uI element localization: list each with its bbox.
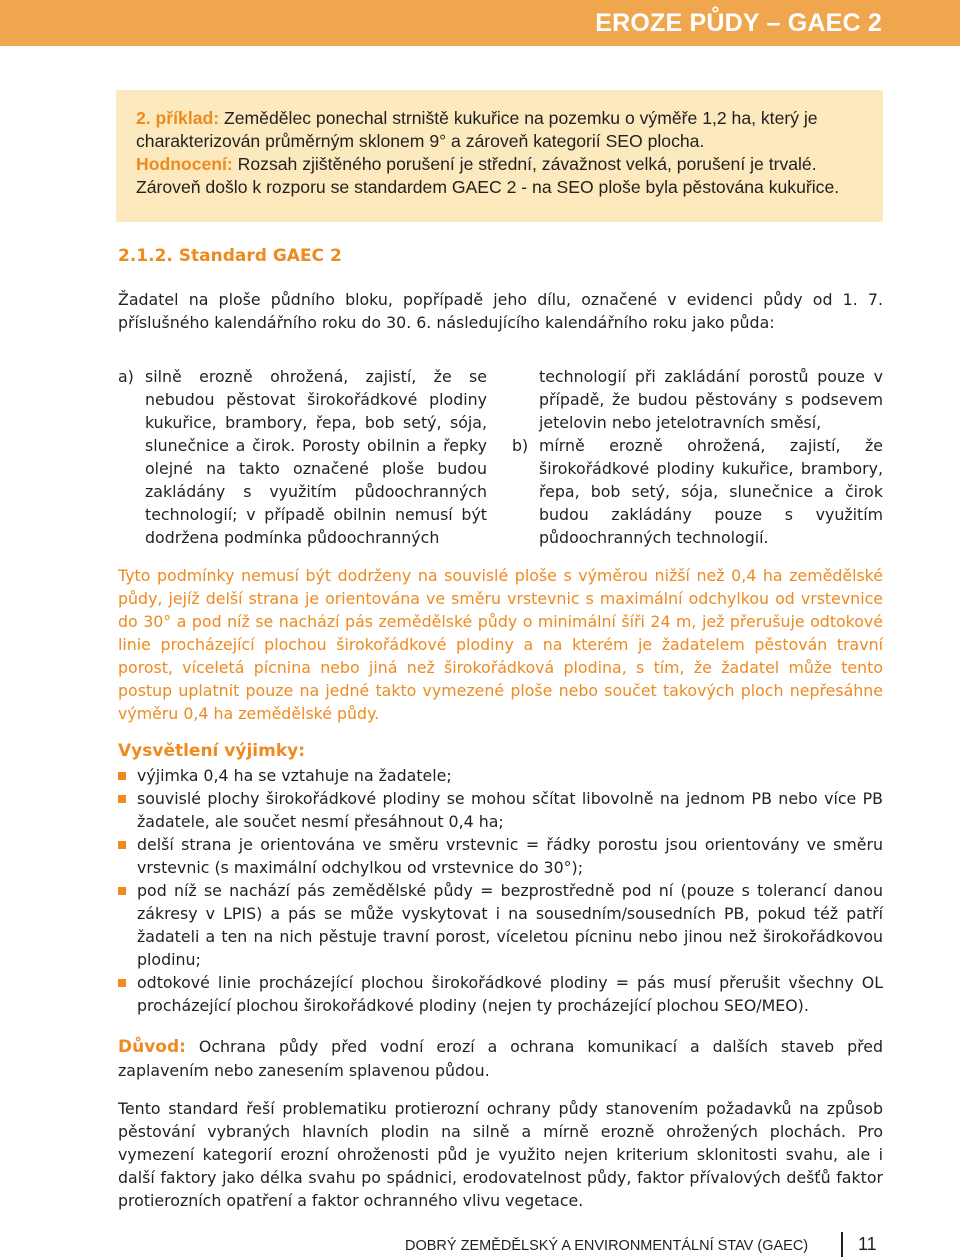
example-line (136, 107, 876, 130)
reason-label: Důvod: (118, 1037, 186, 1057)
example-line-text: charakterizován průměrným sklonem 9° a zároveň kategorií SEO plocha. (136, 131, 705, 151)
left-column (118, 365, 487, 549)
bullet-item (118, 971, 883, 1017)
example-line (136, 176, 876, 199)
list-item-a-continued (512, 365, 883, 434)
section-heading: 2.1.2. Standard GAEC 2 (118, 246, 342, 266)
example-text (136, 107, 876, 199)
reason-text: Ochrana půdy před vodní erozí a ochrana komunikací a dalších staveb před zaplavením nebo zanesením splavenou půdou. (118, 1037, 883, 1080)
reason-paragraph (118, 1035, 883, 1082)
example-line-text: Zároveň došlo k rozporu se standardem GAEC 2 - na SEO ploše byla pěstována kukuřice. (136, 177, 840, 197)
list-item-a-cont-text: technologií při zakládání porostů pouze v případě, že budou pěstovány s podsevem jetelovin nebo jetelotravních směsí, (539, 367, 883, 432)
right-column (512, 365, 883, 549)
exception-heading: Vysvětlení výjimky: (118, 741, 306, 761)
example-line (136, 130, 876, 153)
list-marker-b: b) (512, 436, 529, 455)
example-line-text: Rozsah zjištěného porušení je střední, závažnost velká, porušení je trvalé. (232, 154, 817, 174)
condition-paragraph: Tyto podmínky nemusí být dodrženy na souvislé ploše s výměrou nižší než 0,4 ha zemědělské půdy, jejíž delší strana je orientována ve směru vrstevnic s maximální odchylkou od vrstevnice do 30° a pod níž se nachází pás zemědělské půdy o minimální šíři 24 m, jež přerušuje odtokové linie procházející plochou širokořádkové plodiny a na kterém je žadatelem pěstován travní porost, víceletá pícnina nebo jiná než širokořádková plodina, s tím, že žadatel může tento postup uplatnit pouze na jedné takto vymezené ploše nebo součet takových ploch nepřesáhne výměru 0,4 ha zemědělské půdy. (118, 566, 883, 723)
bullet-item (118, 879, 883, 971)
bullet-text: pod níž se nachází pás zemědělské půdy = bezprostředně pod ní (pouze s tolerancí danou zákresy v LPIS) a pás se může vyskytovat i na sousedním/sousedních PB, pokud též patří žadateli a ten na nich pěstuje travní porost, víceletou pícninu nebo jinou než širokořádkovou plodinu; (137, 881, 883, 969)
exception-bullets (118, 764, 883, 1017)
example-line (136, 153, 876, 176)
bullet-square-icon (118, 795, 126, 803)
intro-paragraph: Žadatel na ploše půdního bloku, popřípadě jeho dílu, označené v evidenci půdy od 1. 7. příslušného kalendářního roku do 30. 6. následujícího kalendářního roku jako půda: (118, 290, 883, 332)
bullet-square-icon (118, 979, 126, 987)
bullet-text: odtokové linie procházející plochou širokořádkové plodiny = pás musí přerušit všechny OL procházející plochou širokořádkové plodiny (nejen ty procházející plochou SEO/MEO). (137, 973, 883, 1015)
assessment-label: Hodnocení: (136, 154, 233, 174)
page-number: 11 (858, 1234, 877, 1254)
bullet-text: souvislé plochy širokořádkové plodiny se mohou sčítat libovolně na jednom PB nebo více PB žadatele, ale součet nesmí přesáhnout 0,4 ha; (137, 789, 883, 831)
bullet-item (118, 764, 883, 787)
footer-text: DOBRÝ ZEMĚDĚLSKÝ A ENVIRONMENTÁLNÍ STAV (GAEC) (405, 1238, 809, 1254)
bullet-text: delší strana je orientována ve směru vrstevnic = řádky porostu jsou orientovány ve směru vrstevnic (s maximální odchylkou od vrstevnice do 30°); (137, 835, 883, 877)
list-item-b-text: mírně erozně ohrožená, zajistí, že širokořádkové plodiny kukuřice, brambory, řepa, bob setý, sója, slunečnice a čirok budou zakládány pouze s využitím půdoochranných technologií. (539, 436, 883, 547)
closing-paragraph: Tento standard řeší problematiku protierozní ochrany půdy stanovením požadavků na způsob pěstování vybraných hlavních plodin na silně a mírně erozně ohrožených plochách. Pro vymezení kategorií erozní ohroženosti půd je využito nejen kriterium sklonitosti svahu, ale i další faktory jako délka svahu po spádnici, erodovatelnost půdy, faktor přívalových dešťů faktor protierozních opatření a faktor ochranného vlivu vegetace. (118, 1099, 883, 1210)
example-label: 2. příklad: (136, 108, 220, 128)
list-marker-a: a) (118, 367, 134, 386)
page-header-title: EROZE PŮDY – GAEC 2 (595, 9, 882, 37)
list-item-b (512, 434, 883, 549)
header-bar (0, 0, 960, 46)
bullet-item (118, 833, 883, 879)
list-item-a (118, 365, 487, 549)
footer-divider (841, 1232, 843, 1257)
example-box (116, 90, 883, 222)
example-line-text: Zemědělec ponechal strniště kukuřice na pozemku o výměře 1,2 ha, který je (219, 108, 818, 128)
bullet-item (118, 787, 883, 833)
bullet-square-icon (118, 772, 126, 780)
bullet-square-icon (118, 841, 126, 849)
bullet-text: výjimka 0,4 ha se vztahuje na žadatele; (137, 766, 452, 785)
bullet-square-icon (118, 887, 126, 895)
list-item-a-text: silně erozně ohrožená, zajistí, že se nebudou pěstovat širokořádkové plodiny kukuřice, brambory, řepa, bob setý, sója, slunečnice a čirok. Porosty obilnin a řepky olejné na takto označené ploše budou zakládány s využitím půdoochranných technologií; v případě obilnin nemusí být dodržena podmínka půdoochranných (145, 367, 487, 547)
